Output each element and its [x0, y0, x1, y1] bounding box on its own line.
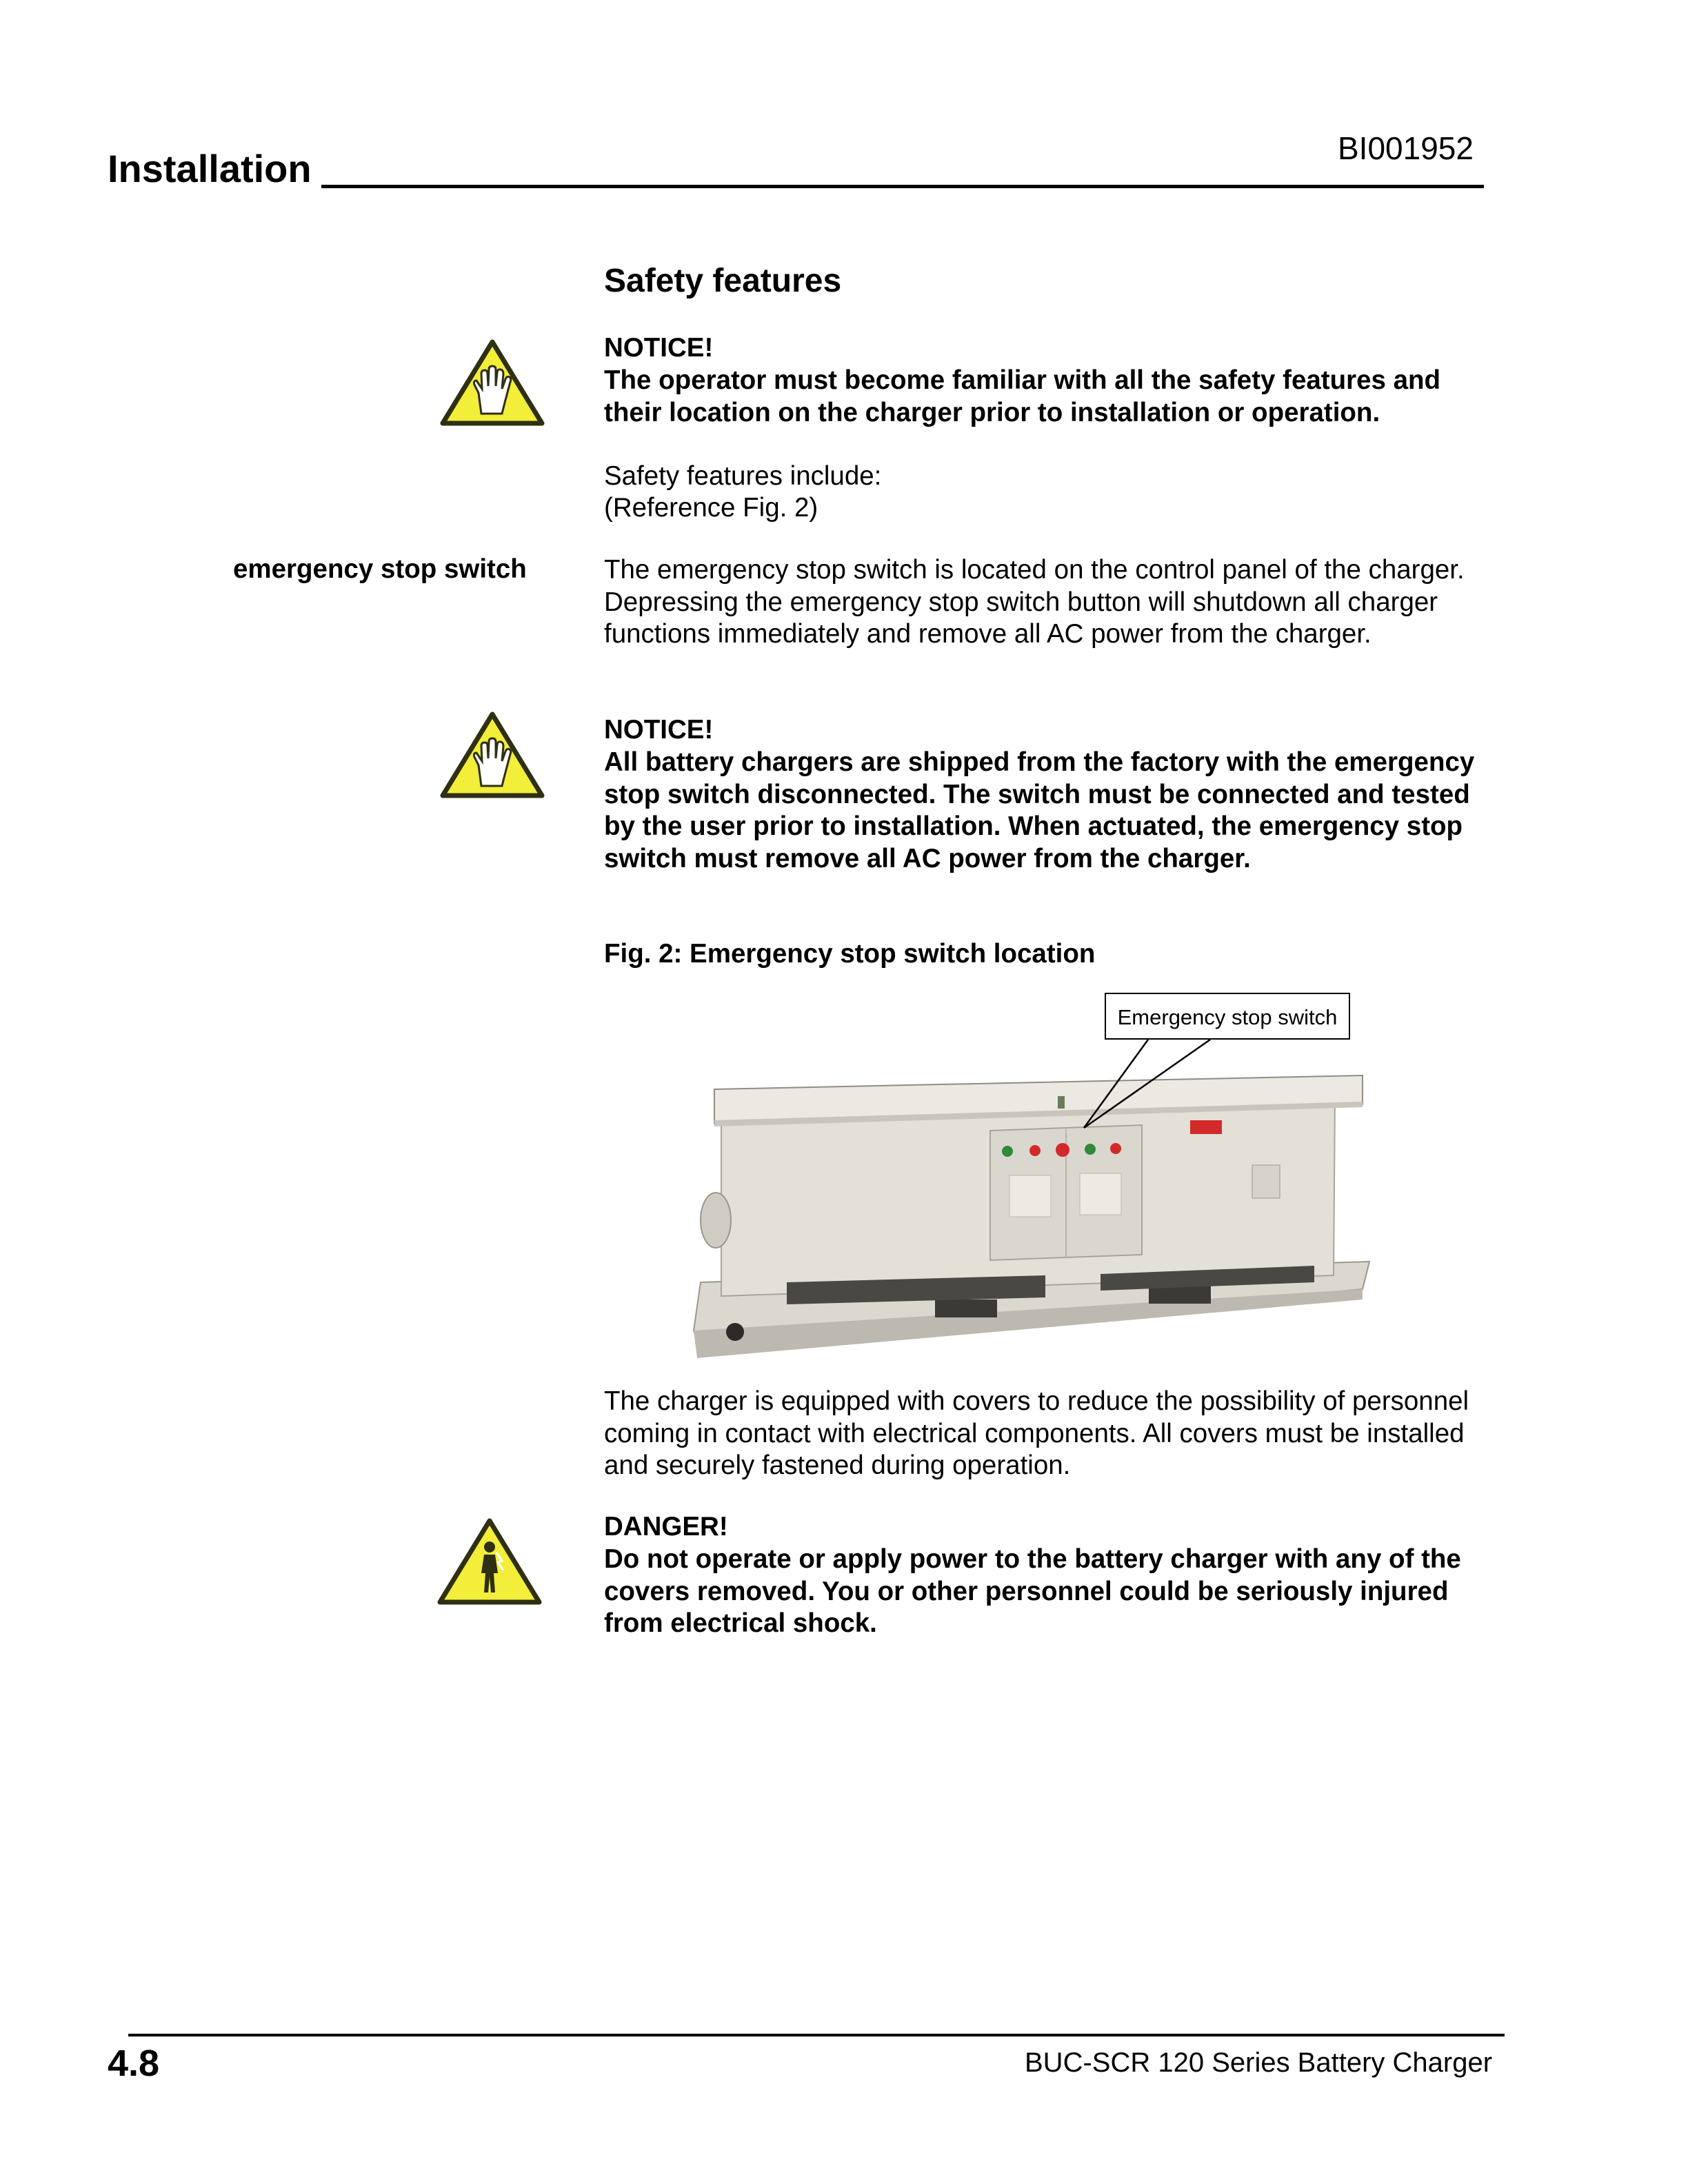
page-number: 4.8	[108, 2043, 160, 2084]
emergency-stop-callout: Emergency stop switch	[1105, 993, 1350, 1040]
charger-photo	[680, 1055, 1386, 1358]
notice-text: All battery chargers are shipped from the factory with the emergency stop switch disconnected. The switch must be connected and tested by the user prior to installation. When actuated, the emergency stop switch must remove all AC power from the charger.	[604, 747, 1475, 873]
document-id: BI001952	[1338, 130, 1474, 166]
notice-label: NOTICE!	[604, 715, 714, 745]
electrical-shock-warning-icon	[436, 1517, 543, 1608]
footer-product-title: BUC-SCR 120 Series Battery Charger	[1025, 2048, 1493, 2078]
safety-features-heading: Safety features	[604, 263, 842, 299]
danger-text: Do not operate or apply power to the battery charger with any of the covers removed. You or other personnel could be seriously injured from electrical shock.	[604, 1544, 1461, 1638]
emergency-stop-description: The emergency stop switch is located on the control panel of the charger. Depressing the emergency stop switch button will shutdown all charger functions immediately and remove all AC power from the charger.	[604, 555, 1465, 649]
figure-caption: Fig. 2: Emergency stop switch location	[604, 939, 1096, 969]
reference-line: (Reference Fig. 2)	[604, 493, 818, 523]
hand-warning-icon	[439, 710, 546, 801]
footer-rule	[128, 2034, 1505, 2036]
notice-text: The operator must become familiar with all the safety features and their location on the charger prior to installation or operation.	[604, 365, 1441, 427]
safety-include-line: Safety features include:	[604, 461, 882, 491]
header-rule	[321, 185, 1484, 188]
emergency-stop-side-label: emergency stop switch	[233, 554, 527, 584]
section-title: Installation	[108, 147, 312, 190]
hand-warning-icon	[439, 338, 546, 429]
danger-label: DANGER!	[604, 1512, 728, 1541]
covers-paragraph: The charger is equipped with covers to reduce the possibility of personnel coming in contact with electrical components. All covers must be installed and securely fastened during operation.	[604, 1386, 1469, 1480]
notice-label: NOTICE!	[604, 333, 714, 363]
